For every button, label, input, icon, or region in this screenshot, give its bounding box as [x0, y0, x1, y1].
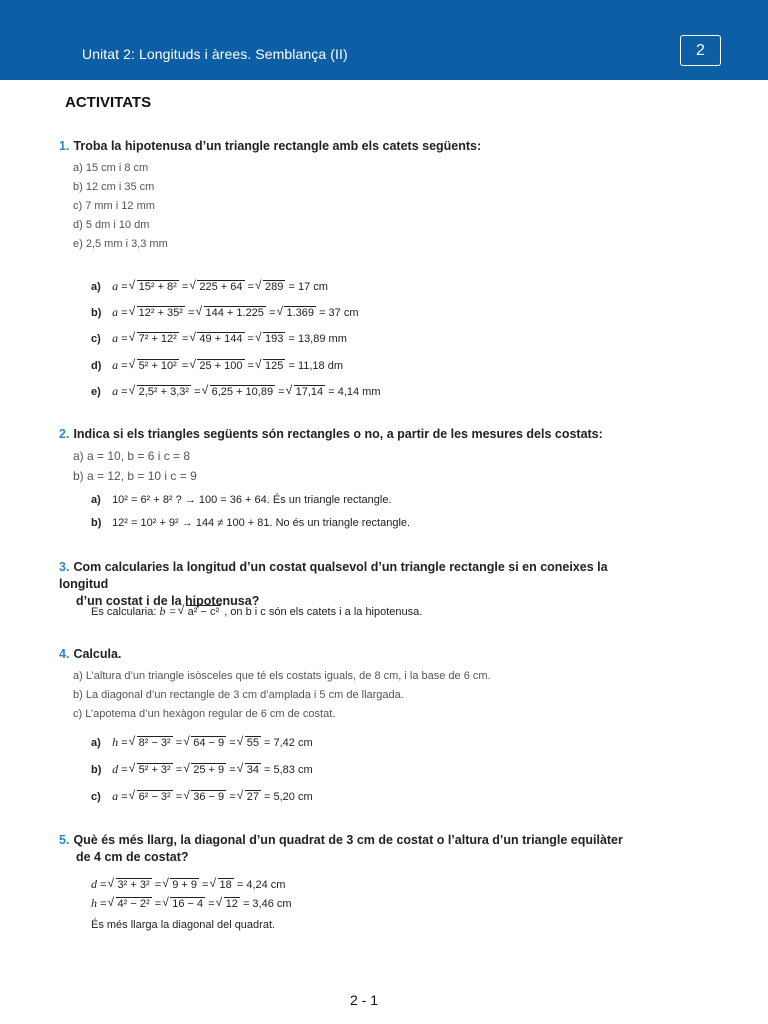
section-title: ACTIVITATS — [65, 94, 152, 111]
variable: a — [112, 384, 119, 398]
radical: √ 64 − 9 — [191, 736, 226, 750]
question-number: 2. — [59, 427, 70, 441]
radical: √ 55 — [245, 736, 261, 750]
solution-4a: a) h = √ 8² − 3² = √ 64 − 9 = √ 55 = 7,42 cm — [91, 734, 313, 751]
question-text: Troba la hipotenusa d’un triangle rectangle amb els catets següents: — [73, 139, 482, 153]
radical: √ 125 — [263, 359, 285, 373]
radical: √ 25 + 9 — [191, 763, 226, 777]
result: = 4,24 cm — [236, 879, 286, 891]
radical: √ 7² + 12² — [137, 332, 179, 346]
solution-4c: c) a = √ 6² − 3² = √ 36 − 9 = √ 27 = 5,20 cm — [91, 788, 313, 805]
radical: √ 15² + 8² — [137, 280, 179, 294]
solution-label: b) — [91, 517, 102, 529]
radical: √ a² − c² — [186, 605, 221, 619]
solution-label: a) — [91, 494, 101, 506]
result: = 4,14 mm — [328, 386, 381, 398]
radical: √ 25 + 100 — [197, 359, 244, 373]
solution-prefix: Es calcularia: — [91, 606, 157, 618]
option-4a: a) L’altura d’un triangle isòsceles que té els costats iguals, de 8 cm, i la base de 6 cm. — [73, 670, 491, 682]
question-4 — [59, 646, 649, 663]
question-number: 4. — [59, 647, 70, 661]
option-4b: b) La diagonal d’un rectangle de 3 cm d’amplada i 5 cm de llargada. — [73, 689, 404, 701]
radical: √ 193 — [263, 332, 285, 346]
solution-label: b) — [91, 307, 102, 319]
variable: a — [112, 279, 119, 293]
solution-4b: b) d = √ 5² + 3² = √ 25 + 9 = √ 34 = 5,83 cm — [91, 761, 313, 778]
option-2b: b) a = 12, b = 10 i c = 9 — [73, 469, 197, 483]
solution-3 — [91, 603, 422, 620]
variable: d — [91, 877, 97, 891]
solution-label: a) — [91, 737, 101, 749]
solution-1b: b) a = √ 12² + 35² = √ 144 + 1.225 = √ 1.369 = 37 cm — [91, 304, 359, 321]
solution-1c: c) a = √ 7² + 12² = √ 49 + 144 = √ 193 = 13,89 mm — [91, 330, 347, 347]
result: = 17 cm — [288, 281, 328, 293]
question-5 — [59, 832, 649, 866]
radical: √ 2,5² + 3,3² — [137, 385, 191, 399]
result: = 5,20 cm — [264, 791, 313, 803]
solution-2a — [91, 492, 392, 508]
result: = 3,46 cm — [242, 898, 292, 910]
solution-1d: d) a = √ 5² + 10² = √ 25 + 100 = √ 125 = 11,18 dm — [91, 357, 343, 374]
result: = 37 cm — [319, 307, 359, 319]
solution-5-diagonal: d = √ 3² + 3² = √ 9 + 9 = √ 18 = 4,24 cm — [91, 876, 285, 893]
page-footer: 2 - 1 — [349, 992, 378, 1008]
question-1 — [59, 138, 649, 155]
solution-text: 12² = 10² + 9² → 144 ≠ 100 + 81. No és un triangle rectangle. — [112, 517, 411, 529]
unit-title: Unitat 2: Longituds i àrees. Semblança (II) — [82, 46, 348, 62]
radical: √ 289 — [263, 280, 285, 294]
radical: √ 16 − 4 — [170, 897, 205, 911]
option-1a: a) 15 cm i 8 cm — [73, 162, 149, 174]
radical: √ 9 + 9 — [170, 878, 199, 892]
question-text-line2: de 4 cm de costat? — [76, 850, 189, 864]
question-text-line1: Què és més llarg, la diagonal d’un quadrat de 3 cm de costat o l’altura d’un triangle equilàter — [73, 833, 623, 847]
solution-text: 10² = 6² + 8² ? → 100 = 36 + 64. És un triangle rectangle. — [112, 494, 392, 506]
option-4c: c) L’apotema d’un hexàgon regular de 6 cm de costat. — [73, 708, 336, 720]
solution-1e: e) a = √ 2,5² + 3,3² = √ 6,25 + 10,89 = √ 17,14 = 4,14 mm — [91, 383, 381, 400]
solution-label: d) — [91, 360, 102, 372]
radical: √ 49 + 144 — [197, 332, 244, 346]
formula-variable: b = — [159, 604, 177, 618]
radical: √ 225 + 64 — [197, 280, 244, 294]
solution-label: a) — [91, 281, 101, 293]
option-1d: d) 5 dm i 10 dm — [73, 219, 150, 231]
radical: √ 3² + 3² — [116, 878, 152, 892]
variable: a — [112, 358, 119, 372]
radical: √ 5² + 10² — [137, 359, 179, 373]
solution-1a: a) a = √ 15² + 8² = √ 225 + 64 = √ 289 = 17 cm — [91, 278, 328, 295]
page-header — [0, 0, 768, 80]
option-1b: b) 12 cm i 35 cm — [73, 181, 155, 193]
option-1c: c) 7 mm i 12 mm — [73, 200, 155, 212]
solution-label: c) — [91, 791, 101, 803]
question-2 — [59, 426, 649, 443]
radical: √ 34 — [245, 763, 261, 777]
question-number: 3. — [59, 560, 70, 574]
variable: d — [112, 762, 119, 776]
radical: √ 12² + 35² — [137, 306, 185, 320]
conclusion-5: És més llarga la diagonal del quadrat. — [91, 919, 276, 931]
radical: √ 8² − 3² — [137, 736, 173, 750]
result: = 11,18 dm — [288, 360, 343, 372]
solution-2b — [91, 515, 410, 531]
radical: √ 5² + 3² — [137, 763, 173, 777]
question-number: 5. — [59, 833, 70, 847]
page-number-badge: 2 — [680, 35, 721, 66]
radical: √ 12 — [224, 897, 240, 911]
radical: √ 17,14 — [294, 385, 326, 399]
question-number: 1. — [59, 139, 70, 153]
radical: √ 4² − 2² — [116, 897, 152, 911]
option-1e: e) 2,5 mm i 3,3 mm — [73, 238, 168, 250]
solution-label: b) — [91, 764, 102, 776]
question-text-line2: d’un costat i de la hipotenusa? — [76, 594, 260, 608]
variable: a — [112, 789, 119, 803]
result: = 13,89 mm — [288, 333, 347, 345]
solution-suffix: , on b i c són els catets i a la hipotenusa. — [224, 606, 423, 618]
variable: h — [112, 735, 119, 749]
variable: a — [112, 305, 119, 319]
result: = 7,42 cm — [264, 737, 313, 749]
question-text-line1: Com calcularies la longitud d’un costat qualsevol d’un triangle rectangle si en coneixes la longitud — [59, 560, 608, 591]
solution-label: c) — [91, 333, 101, 345]
question-text: Calcula. — [73, 647, 122, 661]
radical: √ 144 + 1.225 — [204, 306, 266, 320]
solution-5-height: h = √ 4² − 2² = √ 16 − 4 = √ 12 = 3,46 cm — [91, 895, 292, 912]
radical: √ 6² − 3² — [137, 790, 173, 804]
solution-label: e) — [91, 386, 101, 398]
radical: √ 6,25 + 10,89 — [210, 385, 275, 399]
result: = 5,83 cm — [264, 764, 313, 776]
radical: √ 18 — [218, 878, 234, 892]
question-text: Indica si els triangles següents són rectangles o no, a partir de les mesures dels costats: — [73, 427, 603, 441]
radical: √ 27 — [245, 790, 261, 804]
variable: h — [91, 896, 97, 910]
option-2a: a) a = 10, b = 6 i c = 8 — [73, 449, 191, 463]
variable: a — [112, 331, 119, 345]
radical: √ 1.369 — [284, 306, 316, 320]
radical: √ 36 − 9 — [191, 790, 226, 804]
